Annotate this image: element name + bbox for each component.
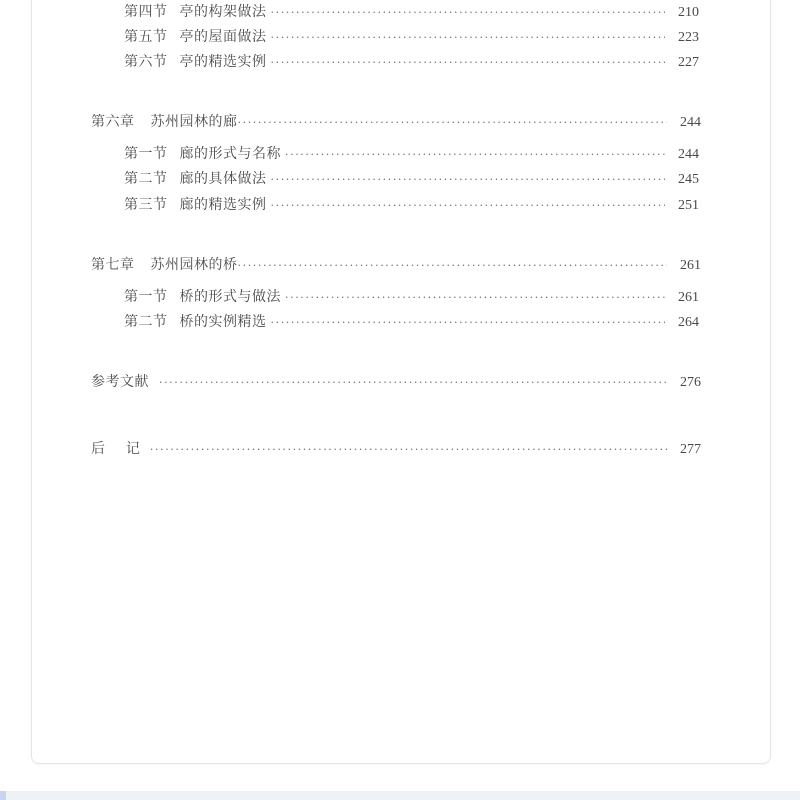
page-number: 244: [678, 147, 699, 162]
section-title: 廊的形式与名称: [179, 146, 281, 162]
page-number: 223: [678, 30, 699, 45]
page-number: 227: [678, 55, 699, 70]
leader-dots: [271, 313, 666, 333]
page-number: 276: [680, 375, 701, 390]
leader-dots: [271, 170, 666, 190]
toc-entry[interactable]: [124, 52, 699, 73]
toc-chapter-entry[interactable]: [91, 255, 701, 276]
section-title: 桥的实例精选: [179, 314, 267, 330]
toc-entry[interactable]: [124, 169, 699, 190]
section-number: 第六节: [124, 54, 168, 70]
page-number: 277: [680, 442, 701, 457]
section-title: 亭的屋面做法: [179, 29, 267, 45]
toc-chapter-entry[interactable]: [91, 112, 701, 133]
leader-dots: [150, 440, 667, 460]
section-title: 廊的精选实例: [179, 197, 267, 213]
chapter-number: 第七章: [91, 257, 135, 273]
leader-dots: [238, 256, 668, 276]
section-title: 桥的形式与做法: [179, 289, 281, 305]
section-number: 第一节: [124, 146, 168, 162]
toc-entry[interactable]: [124, 287, 699, 308]
leader-dots: [238, 113, 668, 133]
section-number: 第四节: [124, 4, 168, 20]
leader-dots: [271, 196, 666, 216]
section-title: 亭的精选实例: [179, 54, 267, 70]
toc-entry[interactable]: [124, 27, 699, 48]
toc-entry[interactable]: [124, 195, 699, 216]
section-number: 第一节: [124, 289, 168, 305]
section-number: 第五节: [124, 29, 168, 45]
page-number: 210: [678, 5, 699, 20]
page-number: 245: [678, 172, 699, 187]
page-number: 261: [680, 258, 701, 273]
afterword-title: 后 记: [91, 441, 144, 457]
leader-dots: [159, 373, 667, 393]
chapter-title: 苏州园林的廊: [150, 114, 238, 130]
toc-entry[interactable]: [124, 2, 699, 23]
page-number: 244: [680, 115, 701, 130]
chapter-number: 第六章: [91, 114, 135, 130]
section-number: 第三节: [124, 197, 168, 213]
toc-entry[interactable]: [124, 312, 699, 333]
chapter-title: 苏州园林的桥: [150, 257, 238, 273]
references-title: 参考文献: [91, 374, 149, 390]
leader-dots: [271, 53, 666, 73]
toc-entry[interactable]: [124, 144, 699, 165]
page-number: 261: [678, 290, 699, 305]
section-number: 第二节: [124, 171, 168, 187]
section-title: 廊的具体做法: [179, 171, 267, 187]
toc-references-entry[interactable]: [91, 372, 701, 393]
leader-dots: [271, 3, 666, 23]
page-number: 264: [678, 315, 699, 330]
toc-afterword-entry[interactable]: [91, 439, 701, 460]
leader-dots: [285, 145, 665, 165]
section-title: 亭的构架做法: [179, 4, 267, 20]
page-number: 251: [678, 198, 699, 213]
leader-dots: [271, 28, 666, 48]
section-number: 第二节: [124, 314, 168, 330]
leader-dots: [285, 288, 665, 308]
